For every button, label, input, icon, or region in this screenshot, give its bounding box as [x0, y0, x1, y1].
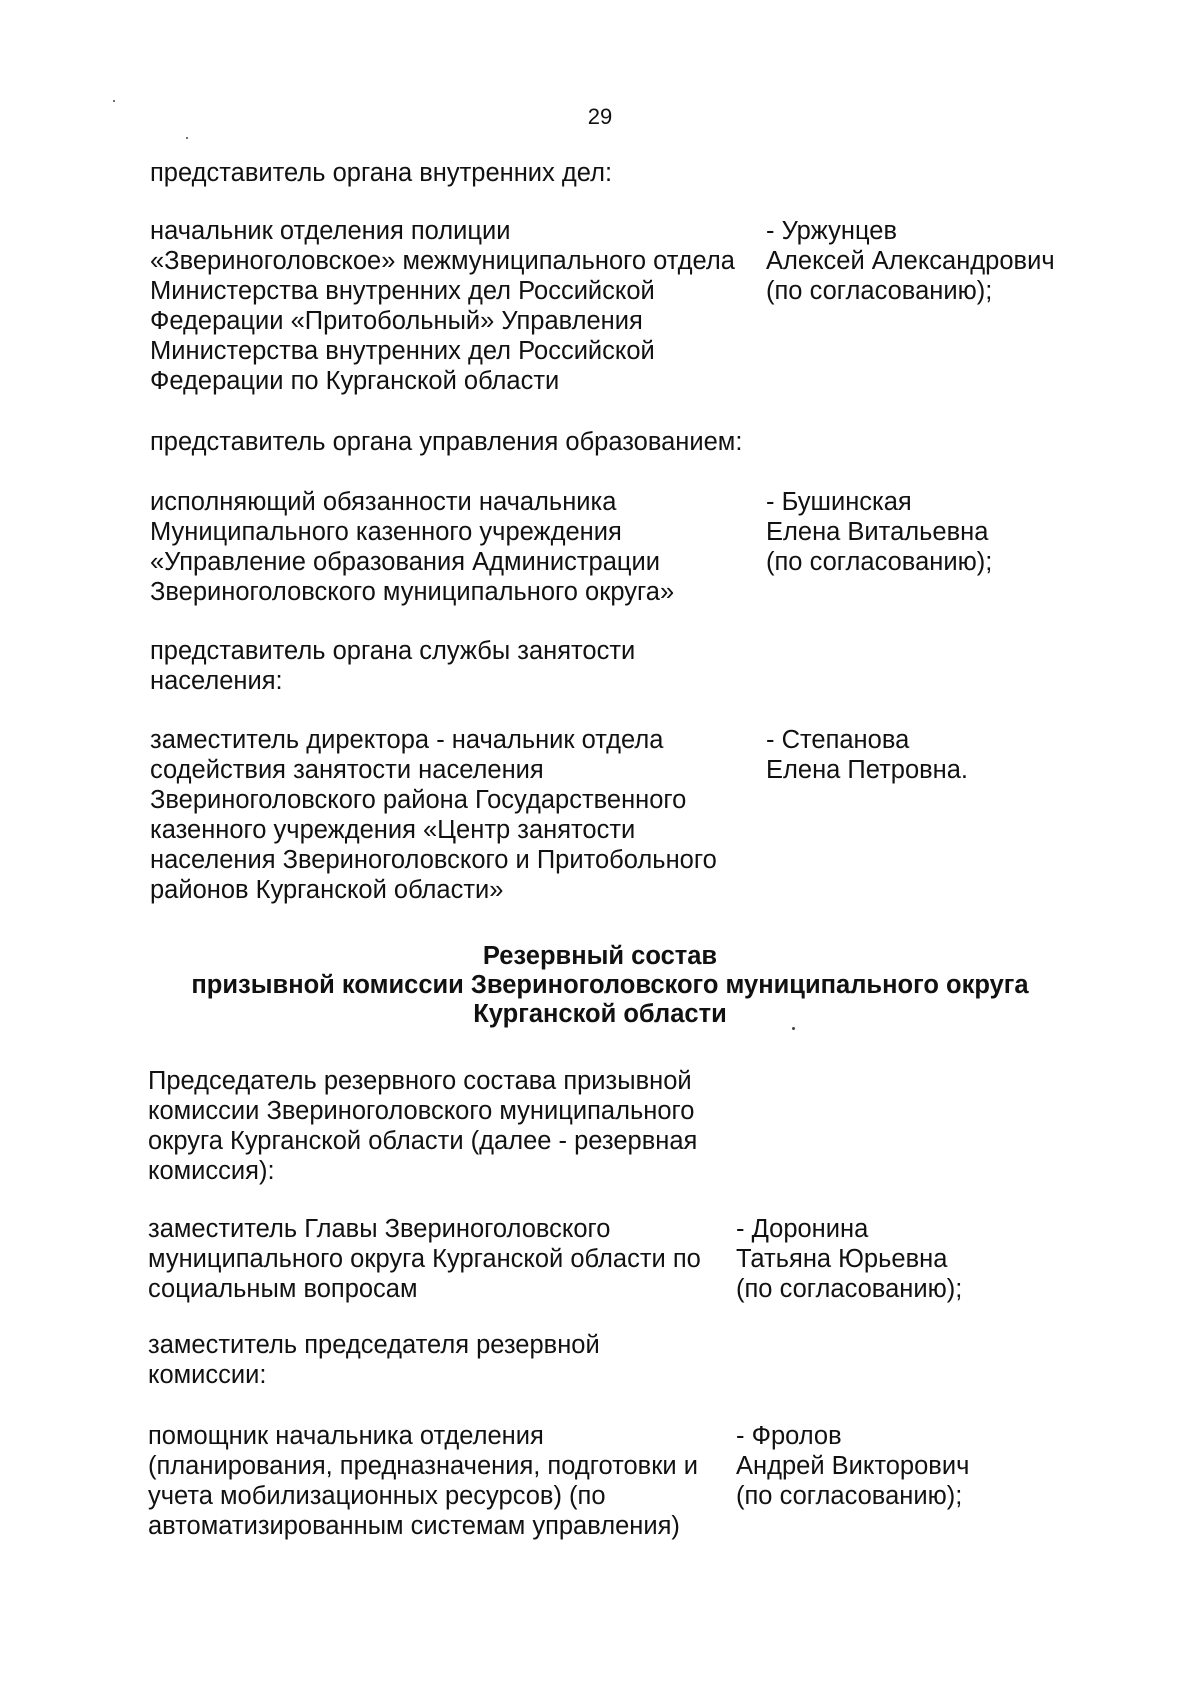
reserve-title-line-1: Резервный состав	[482, 942, 718, 970]
person-employment: - Степанова Елена Петровна.	[766, 726, 969, 784]
reserve-chairman-heading: Председатель резервного состава призывной комиссии Звериноголовского муниципального округа Курганской области (далее - резервная комиссия):	[148, 1067, 698, 1185]
position-internal-affairs: начальник отделения полиции «Звериноголовское» межмуниципального отдела Министерства внутренних дел Российской Федерации «Притобольный» Управления Министерства внутренних дел Российской Федерации по Курганской области	[150, 217, 735, 395]
reserve-deputy-heading: заместитель председателя резервной комиссии:	[148, 1331, 600, 1389]
reserve-title	[0, 942, 1200, 1029]
reserve-deputy-person: - Фролов Андрей Викторович (по согласованию);	[736, 1422, 970, 1510]
person-education: - Бушинская Елена Витальевна (по согласованию);	[766, 488, 993, 576]
section-heading-education: представитель органа управления образованием:	[150, 428, 743, 456]
scan-speck	[186, 137, 188, 139]
reserve-title-line-3: Курганской области	[473, 1000, 727, 1028]
scan-speck	[792, 1027, 795, 1030]
page-number: 29	[587, 104, 613, 129]
section-heading-employment: представитель органа службы занятости населения:	[150, 637, 636, 695]
person-internal-affairs: - Уржунцев Алексей Александрович (по согласованию);	[766, 217, 1055, 305]
reserve-chairman-person: - Доронина Татьяна Юрьевна (по согласованию);	[736, 1215, 963, 1303]
position-employment: заместитель директора - начальник отдела содействия занятости населения Звериноголовского района Государственного казенного учреждения «Центр занятости населения Звериноголовского и Притобольного районов Курганской области»	[150, 726, 717, 904]
position-education: исполняющий обязанности начальника Муниципального казенного учреждения «Управление образования Администрации Звериноголовского муниципального округа»	[150, 488, 675, 606]
reserve-chairman-position: заместитель Главы Звериноголовского муниципального округа Курганской области по социальным вопросам	[148, 1215, 701, 1303]
reserve-deputy-position: помощник начальника отделения (планирования, предназначения, подготовки и учета мобилизационных ресурсов) (по автоматизированным системам управления)	[148, 1422, 698, 1540]
reserve-title-line-2: призывной комиссии Звериноголовского муниципального округа	[191, 971, 1029, 999]
scan-speck	[113, 100, 115, 102]
section-heading-internal-affairs: представитель органа внутренних дел:	[150, 159, 613, 187]
